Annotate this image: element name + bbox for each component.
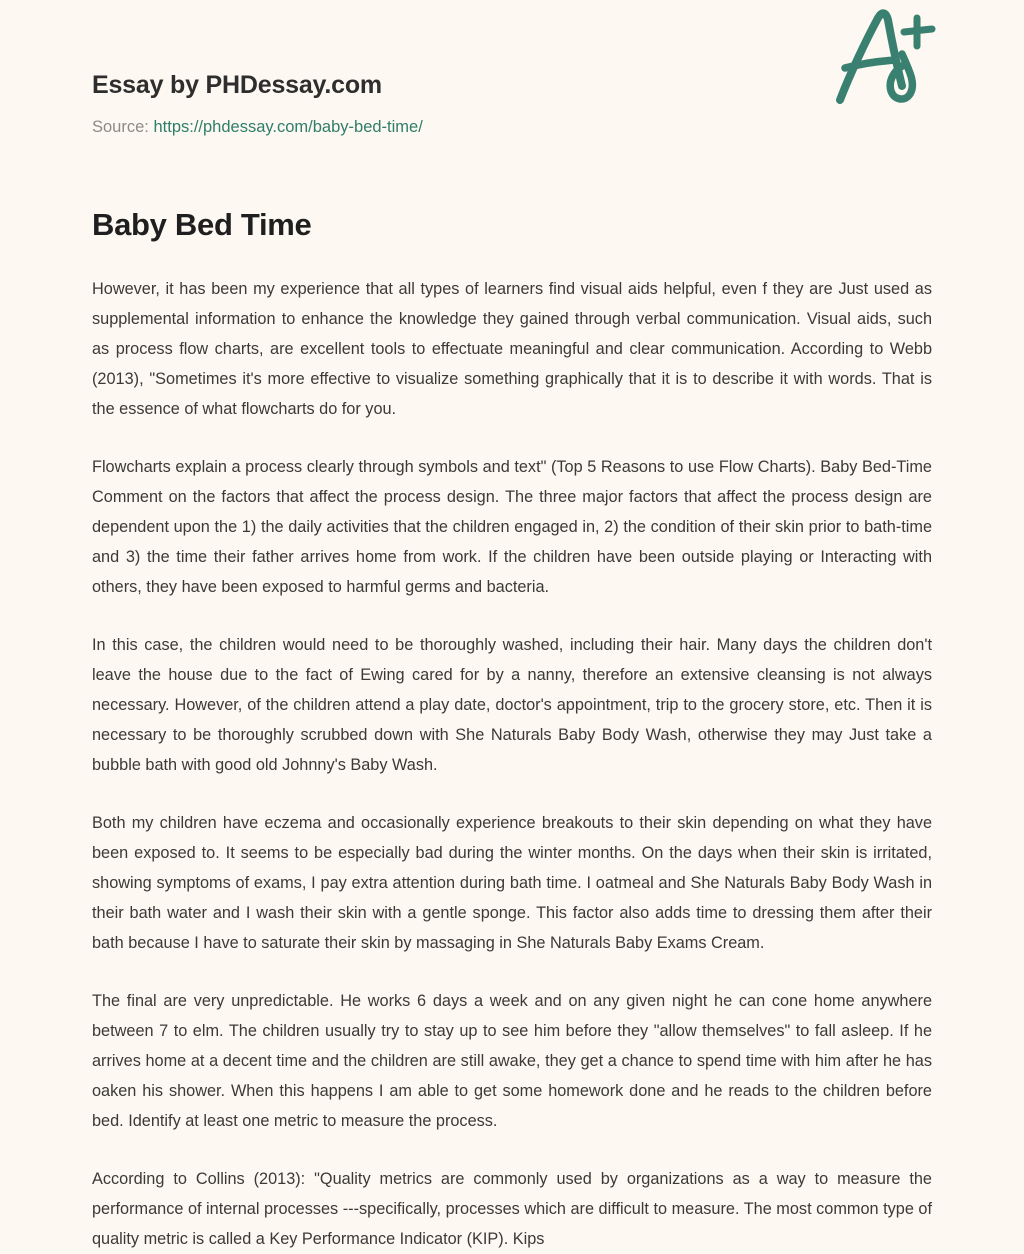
source-label: Source: xyxy=(92,117,149,136)
source-url-link[interactable]: https://phdessay.com/baby-bed-time/ xyxy=(153,117,423,136)
source-line xyxy=(92,118,932,138)
paragraph: According to Collins (2013): "Quality metrics are commonly used by organizations as a way to measure the performance of internal processes ---specifically, processes which are difficult to measure. The most common type of quality metric is called a Key Performance Indicator (KIP). Kips xyxy=(92,1169,932,1248)
page-header xyxy=(92,0,932,137)
paragraph: Flowcharts explain a process clearly through symbols and text" (Top 5 Reasons to use Flow Charts). Baby Bed-Time Comment on the factors that affect the process design. The three major factors that affect the process design are dependent upon the 1) the daily activities that the children engaged in, 2) the condition of their skin prior to bath-time and 3) the time their father arrives home from work. If the children have been outside playing or Interacting with others, they have been exposed to harmful germs and bacteria. xyxy=(92,457,932,596)
page-title: Baby Bed Time xyxy=(92,207,312,243)
paragraph: Both my children have eczema and occasionally experience breakouts to their skin depending on what they have been exposed to. It seems to be especially bad during the winter months. On the days when their skin is irritated, showing symptoms of exams, I pay extra attention during bath time. I oatmeal and She Naturals Baby Body Wash in their bath water and I wash their skin with a gentle sponge. This factor also adds time to dressing them after their bath because I have to saturate their skin by massaging in She Naturals Baby Exams Cream. xyxy=(92,813,932,952)
essay-body xyxy=(92,274,932,1254)
aplus-logo-icon xyxy=(832,8,942,108)
brand-title: Essay by PHDessay.com xyxy=(92,71,382,99)
paragraph: The final are very unpredictable. He works 6 days a week and on any given night he can cone home anywhere between 7 to elm. The children usually try to stay up to see him before they "allow themselves" to fall asleep. If he arrives home at a decent time and the children are still awake, they get a chance to spend time with him after he has oaken his shower. When this happens I am able to get some homework done and he reads to the children before bed. Identify at least one metric to measure the process. xyxy=(92,991,932,1130)
paragraph: However, it has been my experience that all types of learners find visual aids helpful, even f they are Just used as supplemental information to enhance the knowledge they gained through verbal communication. Visual aids, such as process flow charts, are excellent tools to effectuate meaningful and clear communication. According to Webb (2013), "Sometimes it's more effective to visualize something graphically that it is to describe it with words. That is the essence of what flowcharts do for you. xyxy=(92,279,932,418)
paragraph: In this case, the children would need to be thoroughly washed, including their hair. Many days the children don't leave the house due to the fact of Ewing cared for by a nanny, therefore an extensive cleansing is not always necessary. However, of the children attend a play date, doctor's appointment, trip to the grocery store, etc. Then it is necessary to be thoroughly scrubbed down with She Naturals Baby Body Wash, otherwise they may Just take a bubble bath with good old Johnny's Baby Wash. xyxy=(92,635,932,774)
